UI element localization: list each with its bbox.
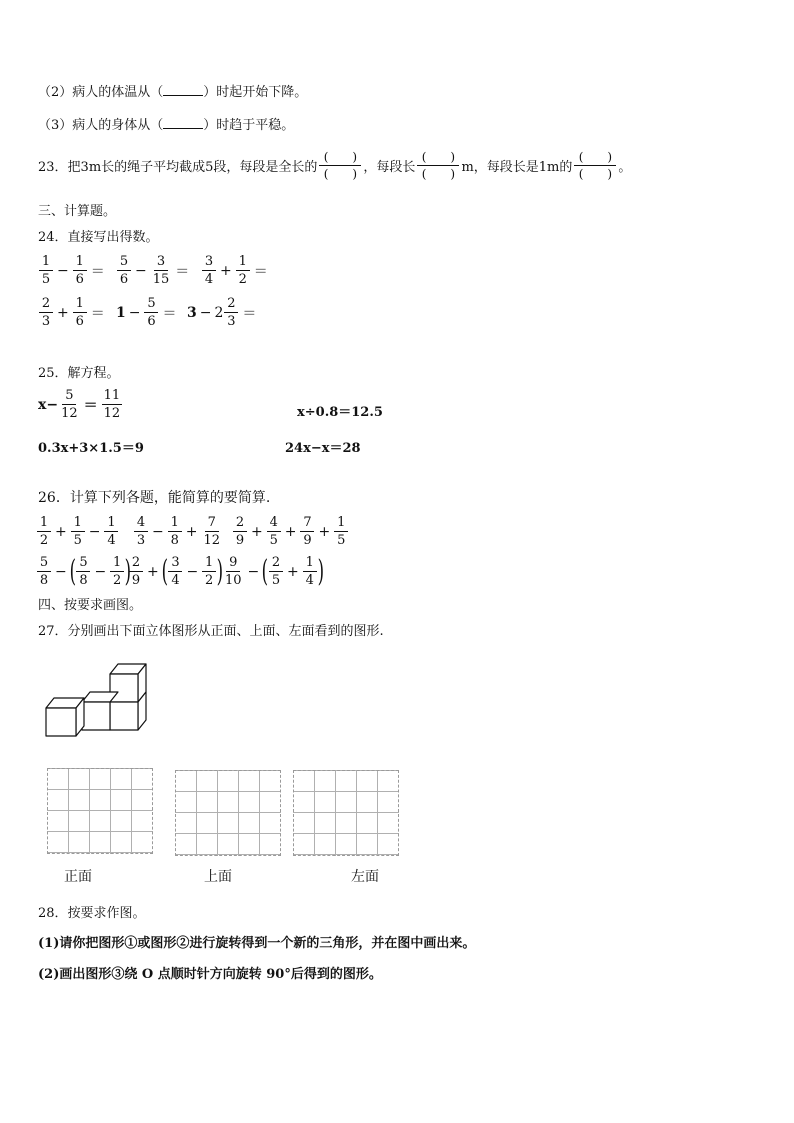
q22-item-3-text-a: （3）病人的身体从（	[38, 118, 164, 133]
math-text: 2	[205, 573, 214, 588]
math-text: 5	[271, 573, 281, 588]
math-text: −	[152, 523, 164, 540]
q23-blank-fraction-1[interactable]	[319, 150, 361, 181]
fraction	[233, 516, 247, 547]
math-text: 5	[76, 556, 90, 572]
fraction	[110, 556, 124, 587]
math-text: 8	[39, 573, 49, 588]
math-text: −	[55, 563, 67, 580]
section-4-heading: 四、按要求画图。	[38, 598, 143, 613]
q22-item-3	[38, 116, 294, 134]
math-text: 5	[337, 533, 346, 548]
math-text: +	[55, 523, 67, 540]
q24-expr-2	[116, 255, 192, 286]
math-text: 12	[203, 533, 221, 548]
math-text: 3	[136, 533, 146, 548]
math-text: ＝	[90, 305, 105, 322]
math-text: 15	[152, 272, 170, 287]
numerator-blank: ( )	[574, 150, 616, 166]
q24-expr-3	[201, 255, 271, 286]
math-text: ＝	[90, 263, 105, 280]
math-text: 2	[224, 297, 238, 313]
fraction	[236, 255, 250, 286]
right-paren: )	[317, 553, 324, 589]
q23-text-3: m，每段长是1m的	[461, 160, 573, 175]
math-text: −	[135, 262, 147, 279]
math-text: 7	[300, 516, 314, 532]
fraction	[202, 556, 216, 587]
left-paren: (	[161, 553, 168, 589]
math-text: 9	[226, 556, 240, 572]
numerator-blank: ( )	[319, 150, 361, 166]
math-text: 4	[305, 573, 314, 588]
math-text: −	[199, 304, 212, 321]
math-text: 4	[267, 516, 281, 532]
math-text: 8	[170, 533, 179, 548]
math-text: 1	[71, 516, 85, 532]
math-text: 6	[75, 272, 84, 287]
left-paren: (	[261, 553, 269, 589]
q23-text-4: 。	[618, 160, 632, 175]
math-text: 7	[205, 516, 219, 532]
left-view-grid[interactable]	[293, 770, 399, 856]
fraction	[134, 516, 148, 547]
math-text: 1	[110, 556, 124, 572]
top-view-grid[interactable]	[175, 770, 281, 856]
math-text: 8	[79, 573, 88, 588]
math-text: ＝	[242, 305, 257, 322]
fraction	[76, 556, 90, 587]
math-text: 1	[168, 516, 182, 532]
fraction	[202, 255, 216, 286]
fraction	[73, 297, 87, 328]
math-text: 5	[62, 389, 76, 405]
math-text: 5	[144, 297, 158, 313]
q24-expr-1	[38, 255, 108, 286]
right-paren: )	[216, 553, 224, 589]
q25-equation-1	[38, 389, 123, 420]
front-view-grid[interactable]	[47, 768, 153, 854]
math-text: x−	[38, 396, 59, 413]
math-text: 6	[75, 314, 84, 329]
cube-front-face	[110, 702, 138, 730]
q26-expr-4	[36, 553, 132, 589]
fraction	[269, 556, 283, 587]
math-text: 4	[171, 573, 180, 588]
fraction	[129, 556, 143, 587]
math-text: 1	[334, 516, 348, 532]
denominator-blank: ( )	[578, 167, 613, 181]
math-text: 10	[225, 573, 242, 588]
fraction	[37, 516, 51, 547]
fraction	[117, 255, 131, 286]
math-text: ＝	[253, 263, 268, 280]
math-text: −	[128, 304, 141, 321]
math-text: 9	[303, 533, 312, 548]
math-text: 6	[147, 314, 156, 329]
q25-equation-2: x÷0.8＝12.5	[297, 405, 383, 420]
math-text: 2	[113, 573, 122, 588]
q25-equation-3: 0.3x+3×1.5＝9	[38, 441, 144, 456]
q28-title: 28．按要求作图。	[38, 906, 146, 921]
math-text: 2	[233, 516, 247, 532]
math-text: +	[251, 523, 263, 540]
fraction	[300, 516, 314, 547]
math-text: 5	[73, 533, 82, 548]
fraction	[303, 556, 317, 587]
fraction	[102, 389, 123, 420]
q22-item-2	[38, 83, 307, 101]
cube-front-face	[82, 702, 110, 730]
math-text: 2	[214, 304, 224, 321]
q26-title: 26．计算下列各题，能简算的要简算.	[38, 490, 271, 506]
math-text: 1	[202, 556, 216, 572]
math-text: 3	[168, 556, 182, 572]
q24-expr-4	[38, 297, 108, 328]
math-text: 3	[41, 314, 51, 329]
q25-title: 25．解方程。	[38, 366, 120, 381]
math-text: 12	[61, 406, 78, 421]
math-text: 1	[39, 255, 53, 271]
math-text: ＝	[175, 263, 190, 280]
math-text: 3	[187, 304, 197, 321]
q23-blank-fraction-2[interactable]	[417, 150, 459, 181]
math-text: +	[287, 563, 299, 580]
right-paren: )	[124, 553, 132, 589]
math-text: 1	[303, 556, 317, 572]
math-text: 5	[117, 255, 131, 271]
fraction	[223, 556, 244, 587]
math-text: 5	[41, 272, 51, 287]
q27-title: 27．分别画出下面立体图形从正面、上面、左面看到的图形.	[38, 624, 384, 639]
fraction	[151, 255, 172, 286]
q28-item-2: (2)画出图形③绕 O 点顺时针方向旋转 90°后得到的图形。	[38, 967, 382, 982]
q23-text-1: 23．把3m长的绳子平均截成5段，每段是全长的	[38, 160, 318, 175]
math-text: +	[220, 262, 232, 279]
numerator-blank: ( )	[417, 150, 459, 166]
question-23	[38, 150, 631, 181]
fraction	[168, 556, 182, 587]
math-text: 2	[129, 556, 143, 572]
math-text: +	[147, 563, 159, 580]
denominator-blank: ( )	[323, 167, 358, 181]
section-3-heading: 三、计算题。	[38, 204, 117, 219]
math-text: 3	[154, 255, 168, 271]
math-text: 1	[116, 304, 126, 321]
fraction	[334, 516, 348, 547]
left-view-label: 左面	[351, 869, 379, 885]
fraction	[168, 516, 182, 547]
cube-front-face	[110, 674, 138, 702]
math-text: 1	[37, 516, 51, 532]
math-text: 2	[39, 533, 49, 548]
cube-figure	[40, 660, 152, 738]
math-text: 1	[104, 516, 118, 532]
math-text: 5	[269, 533, 278, 548]
math-text: 1	[73, 255, 87, 271]
math-text: 6	[119, 272, 129, 287]
q23-text-2: ，每段长	[363, 160, 416, 175]
math-text: +	[57, 304, 69, 321]
math-text: +	[318, 523, 331, 540]
fraction	[104, 516, 118, 547]
fraction	[73, 255, 87, 286]
q24-title: 24．直接写出得数。	[38, 230, 159, 245]
math-text: −	[88, 523, 101, 540]
math-text: +	[185, 523, 198, 540]
q23-blank-fraction-3[interactable]	[574, 150, 616, 181]
q25-equation-4: 24x−x＝28	[285, 441, 361, 456]
q24-expr-6	[187, 297, 259, 328]
fraction	[267, 516, 281, 547]
math-text: 9	[131, 573, 141, 588]
math-text: 1	[73, 297, 87, 313]
q22-item-2-text-a: （2）病人的体温从（	[38, 85, 164, 100]
math-text: 12	[103, 406, 121, 421]
top-view-label: 上面	[204, 869, 232, 885]
answer-blank[interactable]	[163, 116, 203, 129]
math-text: 2	[238, 272, 247, 287]
q24-expr-5	[116, 297, 179, 328]
fraction	[59, 389, 80, 420]
math-text: 4	[107, 533, 116, 548]
math-text: 1	[236, 255, 250, 271]
math-text: 2	[269, 556, 283, 572]
front-view-label: 正面	[64, 869, 92, 885]
answer-blank[interactable]	[163, 83, 203, 96]
math-text: −	[57, 262, 69, 279]
fraction	[39, 297, 53, 328]
math-text: 3	[227, 314, 236, 329]
denominator-blank: ( )	[421, 167, 456, 181]
q28-item-1: (1)请你把图形①或图形②进行旋转得到一个新的三角形，并在图中画出来。	[38, 936, 476, 951]
math-text: 5	[37, 556, 51, 572]
left-paren: (	[69, 553, 76, 589]
math-text: 9	[235, 533, 245, 548]
fraction	[37, 556, 51, 587]
fraction	[71, 516, 85, 547]
math-text: −	[247, 563, 260, 580]
fraction	[224, 297, 238, 328]
math-text: 4	[134, 516, 148, 532]
math-text: ＝	[162, 305, 177, 322]
q26-expr-1	[36, 516, 119, 547]
fraction	[39, 255, 53, 286]
math-text: −	[94, 563, 107, 580]
math-text: +	[284, 523, 297, 540]
math-text: 4	[204, 272, 214, 287]
q22-item-2-text-b: ）时起开始下降。	[203, 85, 308, 100]
fraction	[144, 297, 158, 328]
math-text: ＝	[83, 397, 98, 414]
q26-expr-2	[133, 516, 223, 547]
q22-item-3-text-b: ）时趋于平稳。	[203, 118, 295, 133]
math-text: 3	[202, 255, 216, 271]
q26-expr-3	[232, 516, 349, 547]
math-text: 2	[39, 297, 53, 313]
q26-expr-5	[128, 553, 224, 589]
fraction	[201, 516, 222, 547]
q26-expr-6	[222, 553, 324, 589]
math-text: −	[186, 563, 199, 580]
math-text: 11	[103, 388, 121, 403]
cube-front-face	[46, 708, 76, 736]
